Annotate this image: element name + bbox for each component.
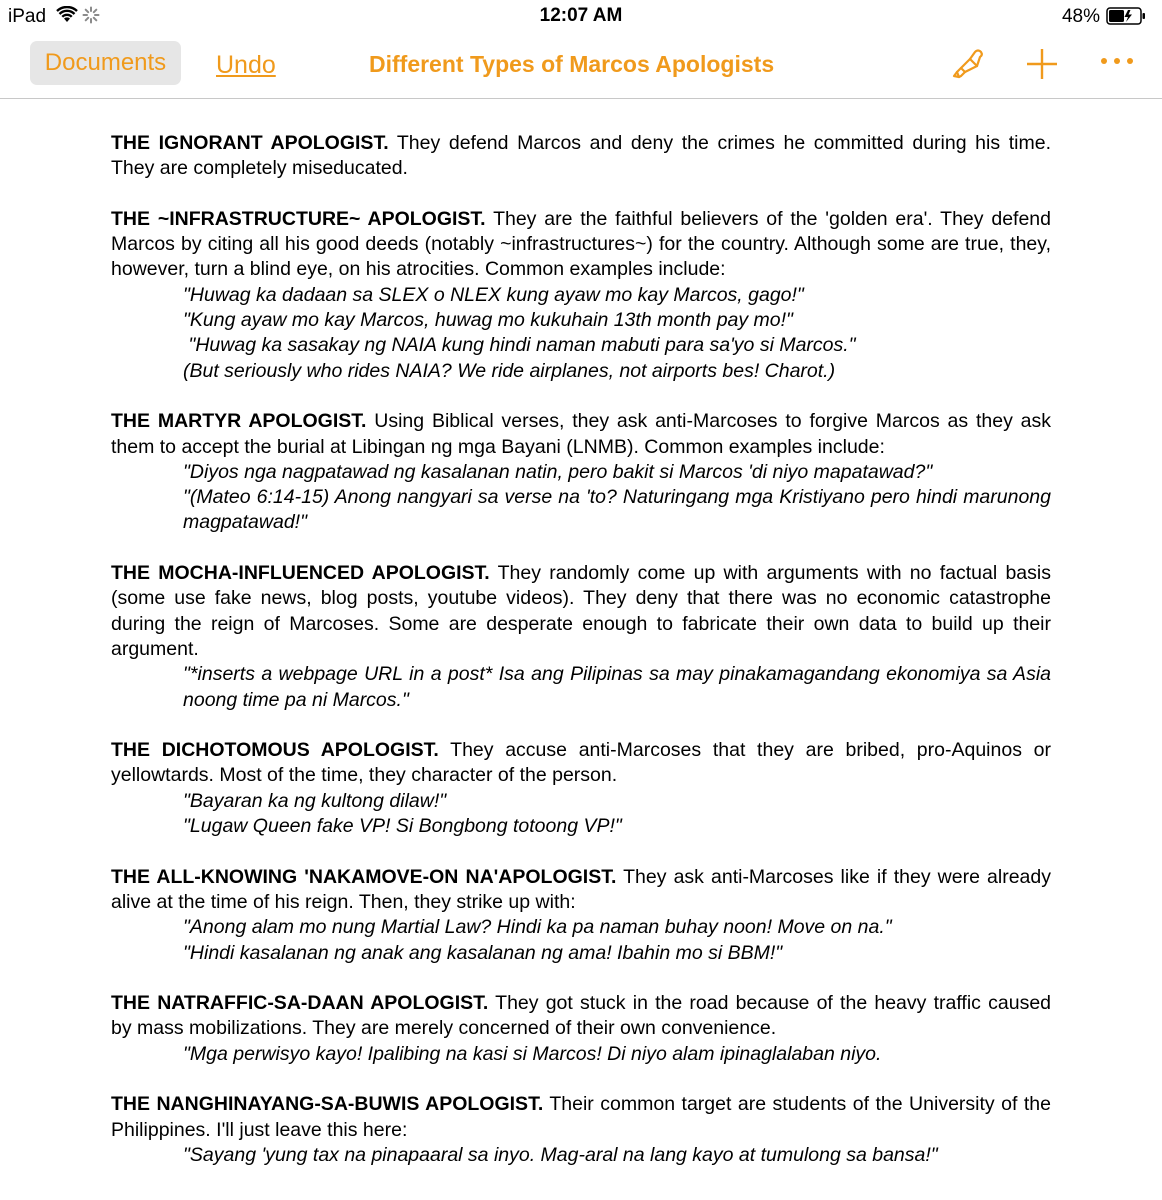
section-heading: THE DICHOTOMOUS APOLOGIST. [111,739,439,762]
device-label: iPad [8,6,47,27]
section-heading: THE NANGHINAYANG-SA-BUWIS APOLOGIST. [111,1093,544,1116]
quote-line: "Sayang 'yung tax na pinapaaral sa inyo. Mag-aral na lang kayo at tumulong sa bansa!" [183,1143,938,1166]
section-martyr [111,409,1051,535]
add-icon[interactable] [1024,46,1060,87]
section-text: Using Biblical verses, they ask anti-Marcoses to forgive Marcos as they ask them to accept the burial at Libingan ng mga Bayani (LNMB). Common examples include: [111,410,1051,458]
quote-line: "Anong alam mo nung Martial Law? Hindi ka pa naman buhay noon! Move on na." [183,916,892,939]
section-text: They ask anti-Marcoses like if they were already alive at the time of his reign. Then, they strike up with: [111,865,1051,913]
quote-line: "*inserts a webpage URL in a post* Isa ang Pilipinas sa may pinakamagandang ekonomiya sa Asia noong time pa ni Marcos." [183,663,1051,711]
section-natraffic [111,991,1051,1067]
section-mocha [111,561,1051,713]
section-heading: THE MARTYR APOLOGIST. [111,410,367,433]
battery-icon [1106,7,1148,30]
quote-line: "Kung ayaw mo kay Marcos, huwag mo kukuhain 13th month pay mo!" [183,309,793,332]
quote-line: "(Mateo 6:14-15) Anong nangyari sa verse na 'to? Naturingang mga Kristiyano pero hindi marunong magpatawad!" [183,486,1051,534]
document-title: Different Types of Marcos Apologists [369,51,775,77]
section-all-knowing [111,865,1051,966]
document-body[interactable] [111,131,1051,1193]
document-toolbar [0,32,1162,99]
quote-line: "Mga perwisyo kayo! Ipalibing na kasi si Marcos! Di niyo alam ipinaglalaban niyo. [183,1042,882,1065]
section-infrastructure [111,207,1051,384]
quote-line: "Bayaran ka ng kultong dilaw!" [183,789,447,812]
section-text: They randomly come up with arguments with no factual basis (some use fake news, blog posts, youtube videos). They deny that there was no economic catastrophe during the reign of Marcoses. Some are desperate enough to fabricate their own data to build up their argument. [111,562,1051,660]
undo-button[interactable]: Undo [216,51,276,79]
status-bar [0,0,1162,32]
format-brush-icon[interactable] [948,46,986,87]
section-heading: THE NATRAFFIC-SA-DAAN APOLOGIST. [111,992,489,1015]
section-text: They defend Marcos and deny the crimes he committed during his time. They are completely miseducated. [111,132,1051,180]
quote-line: "Hindi kasalanan ng anak ang kasalanan ng ama! Ibahin mo si BBM!" [183,941,783,964]
battery-percentage: 48% [1061,6,1100,27]
section-text: They accuse anti-Marcoses that they are bribed, pro-Aquinos or yellowtards. Most of the time, they character of the person. [111,739,1051,787]
quote-line: "Huwag ka sasakay ng NAIA kung hindi naman mabuti para sa'yo si Marcos." [183,334,856,357]
section-heading: THE MOCHA-INFLUENCED APOLOGIST. [111,562,490,585]
section-heading: THE ~INFRASTRUCTURE~ APOLOGIST. [111,207,486,230]
section-nanghinayang [111,1092,1051,1168]
section-text: They got stuck in the road because of the heavy traffic caused by mass mobilizations. They are merely concerned of their own convenience. [111,992,1052,1040]
section-ignorant [111,131,1051,182]
section-text: They are the faithful believers of the 'golden era'. They defend Marcos by citing all his good deeds (notably ~infrastructures~) for the country. Although some are true, they, however, turn a blind eye, on his atrocities. Common examples include: [111,207,1051,281]
section-heading: THE ALL-KNOWING 'NAKAMOVE-ON NA'APOLOGIST. [111,865,617,888]
section-heading: THE IGNORANT APOLOGIST. [111,132,389,154]
more-options-icon[interactable] [1100,54,1134,72]
section-dichotomous [111,738,1051,839]
clock: 12:07 AM [539,5,623,26]
section-text: Their common target are students of the University of the Philippines. I'll just leave this here: [111,1093,1051,1141]
documents-button[interactable]: Documents [30,41,181,85]
quote-line: "Diyos nga nagpatawad ng kasalanan natin, pero bakit si Marcos 'di niyo mapatawad?" [183,460,933,483]
quote-line: (But seriously who rides NAIA? We ride airplanes, not airports bes! Charot.) [183,359,836,382]
quote-line: "Huwag ka dadaan sa SLEX o NLEX kung ayaw mo kay Marcos, gago!" [183,283,804,306]
quote-line: "Lugaw Queen fake VP! Si Bongbong totoong VP!" [183,815,622,838]
